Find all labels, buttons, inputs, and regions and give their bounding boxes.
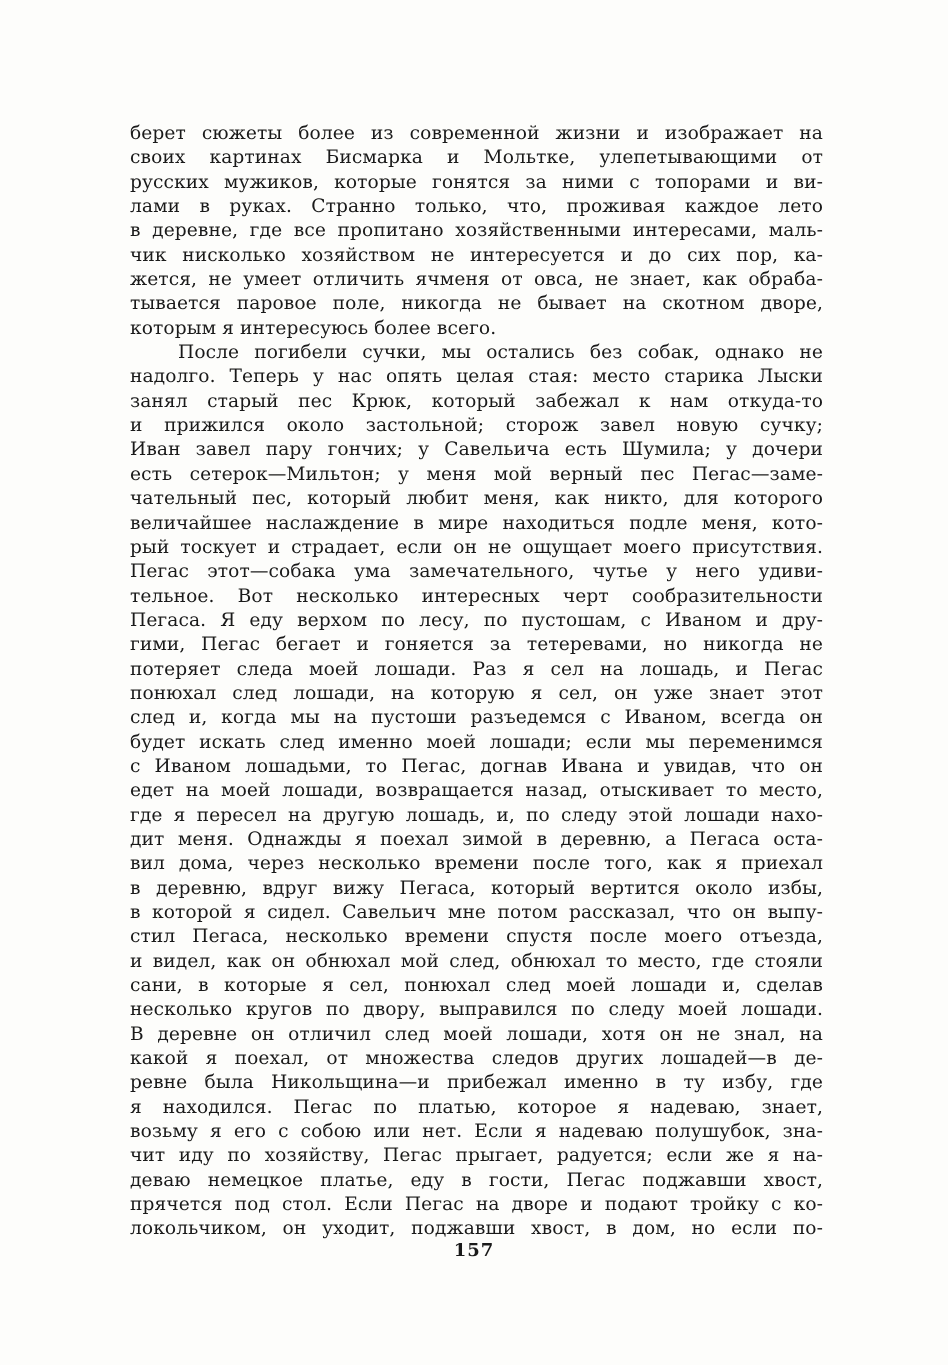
text-line: В деревне он отличил след моей лошади, хотя он не знал, на [130,1023,823,1045]
text-line: русских мужиков, которые гонятся за ними с топорами и ви- [130,171,823,193]
text-line: есть сетерок—Мильтон; у меня мой верный пес Пегас—заме- [130,463,823,485]
body-text [130,122,823,1242]
text-line: дит меня. Однажды я поехал зимой в деревню, а Пегаса оста- [130,828,823,850]
page-number: 157 [453,1240,495,1261]
text-line: величайшее наслаждение в мире находиться подле меня, кото- [130,512,823,534]
text-line: и видел, как он обнюхал мой след, обнюхал то место, где стояли [130,950,823,972]
text-line: После погибели сучки, мы остались без собак, однако не [178,342,823,364]
text-line: жется, не умеет отличить ячменя от овса, не знает, как обраба- [130,269,823,291]
paragraph [130,122,823,341]
text-line: стил Пегаса, несколько времени спустя после моего отъезда, [130,926,823,948]
text-line: след и, когда мы на пустоши разъедемся с Иваном, всегда он [130,707,823,729]
text-line: Пегаса. Я еду верхом по лесу, по пустошам, с Иваном и дру- [130,609,823,631]
text-line: в деревне, где все пропитано хозяйственными интересами, маль- [130,220,823,242]
text-line: ревне была Никольщина—и прибежал именно в ту избу, где [130,1072,823,1094]
text-line: Иван завел пару гончих; у Савельича есть Шумила; у дочери [130,439,823,461]
text-line: понюхал след лошади, на которую я сел, он уже знает этот [130,682,823,704]
text-line: в которой я сидел. Савельич мне потом рассказал, что он выпу- [130,902,823,923]
text-line: занял старый пес Крюк, который забежал к нам откуда-то [130,390,823,412]
text-line: едет на моей лошади, возвращается назад, отыскивает то место, [130,780,823,802]
text-line: берет сюжеты более из современной жизни и изображает на [130,123,823,144]
text-line: будет искать след именно моей лошади; если мы переменимся [130,731,823,753]
text-line: несколько кругов по двору, выправился по следу моей лошади. [130,999,823,1021]
text-line: лами в руках. Странно только, что, проживая каждое лето [130,196,823,218]
text-line: потеряет следа моей лошади. Раз я сел на лошадь, и Пегас [130,658,823,680]
paragraph [130,341,823,1242]
text-line: возьму я его с собою или нет. Если я надеваю полушубок, зна- [130,1121,823,1143]
text-line: чит иду по хозяйству, Пегас прыгает, радуется; если же я на- [130,1145,823,1167]
text-line: гими, Пегас бегает и гоняется за тетеревами, но никогда не [130,634,823,656]
text-line: и прижился около застольной; сторож завел новую сучку; [130,415,823,437]
text-line: надолго. Теперь у нас опять целая стая: место старика Лыски [130,366,823,388]
text-line: локольчиком, он уходит, поджавши хвост, в дом, но если по- [130,1218,823,1240]
text-line: где я пересел на другую лошадь, и, по следу этой лошади нахо- [130,804,823,826]
text-line: деваю немецкое платье, еду в гости, Пегас поджавши хвост, [130,1169,823,1191]
text-line: которым я интересуюсь более всего. [130,317,497,339]
text-line: я находился. Пегас по платью, которое я надеваю, знает, [130,1096,823,1118]
text-line: своих картинах Бисмарка и Мольтке, улепетывающими от [130,147,823,169]
text-line: чательный пес, который любит меня, как никто, для которого [130,488,823,510]
text-line: тывается паровое поле, никогда не бывает на скотном дворе, [130,293,823,315]
text-line: чик нисколько хозяйством не интересуется и до сих пор, ка- [130,244,823,266]
text-line: вил дома, через несколько времени после того, как я приехал [130,853,823,875]
text-line: Пегас этот—собака ума замечательного, чутье у него удиви- [130,561,823,583]
text-line: сани, в которые я сел, понюхал след моей лошади и, сделав [130,975,823,997]
text-line: тельное. Вот несколько интересных черт сообразительности [130,585,823,607]
text-line: прячется под стол. Если Пегас на дворе и подают тройку с ко- [130,1194,823,1216]
text-line: с Иваном лошадьми, то Пегас, догнав Ивана и увидав, что он [130,755,823,777]
text-line: какой я поехал, от множества следов других лошадей—в де- [130,1048,823,1070]
text-line: в деревню, вдруг вижу Пегаса, который вертится около избы, [130,877,823,899]
text-line: рый тоскует и страдает, если он не ощущает моего присутствия. [130,536,823,558]
